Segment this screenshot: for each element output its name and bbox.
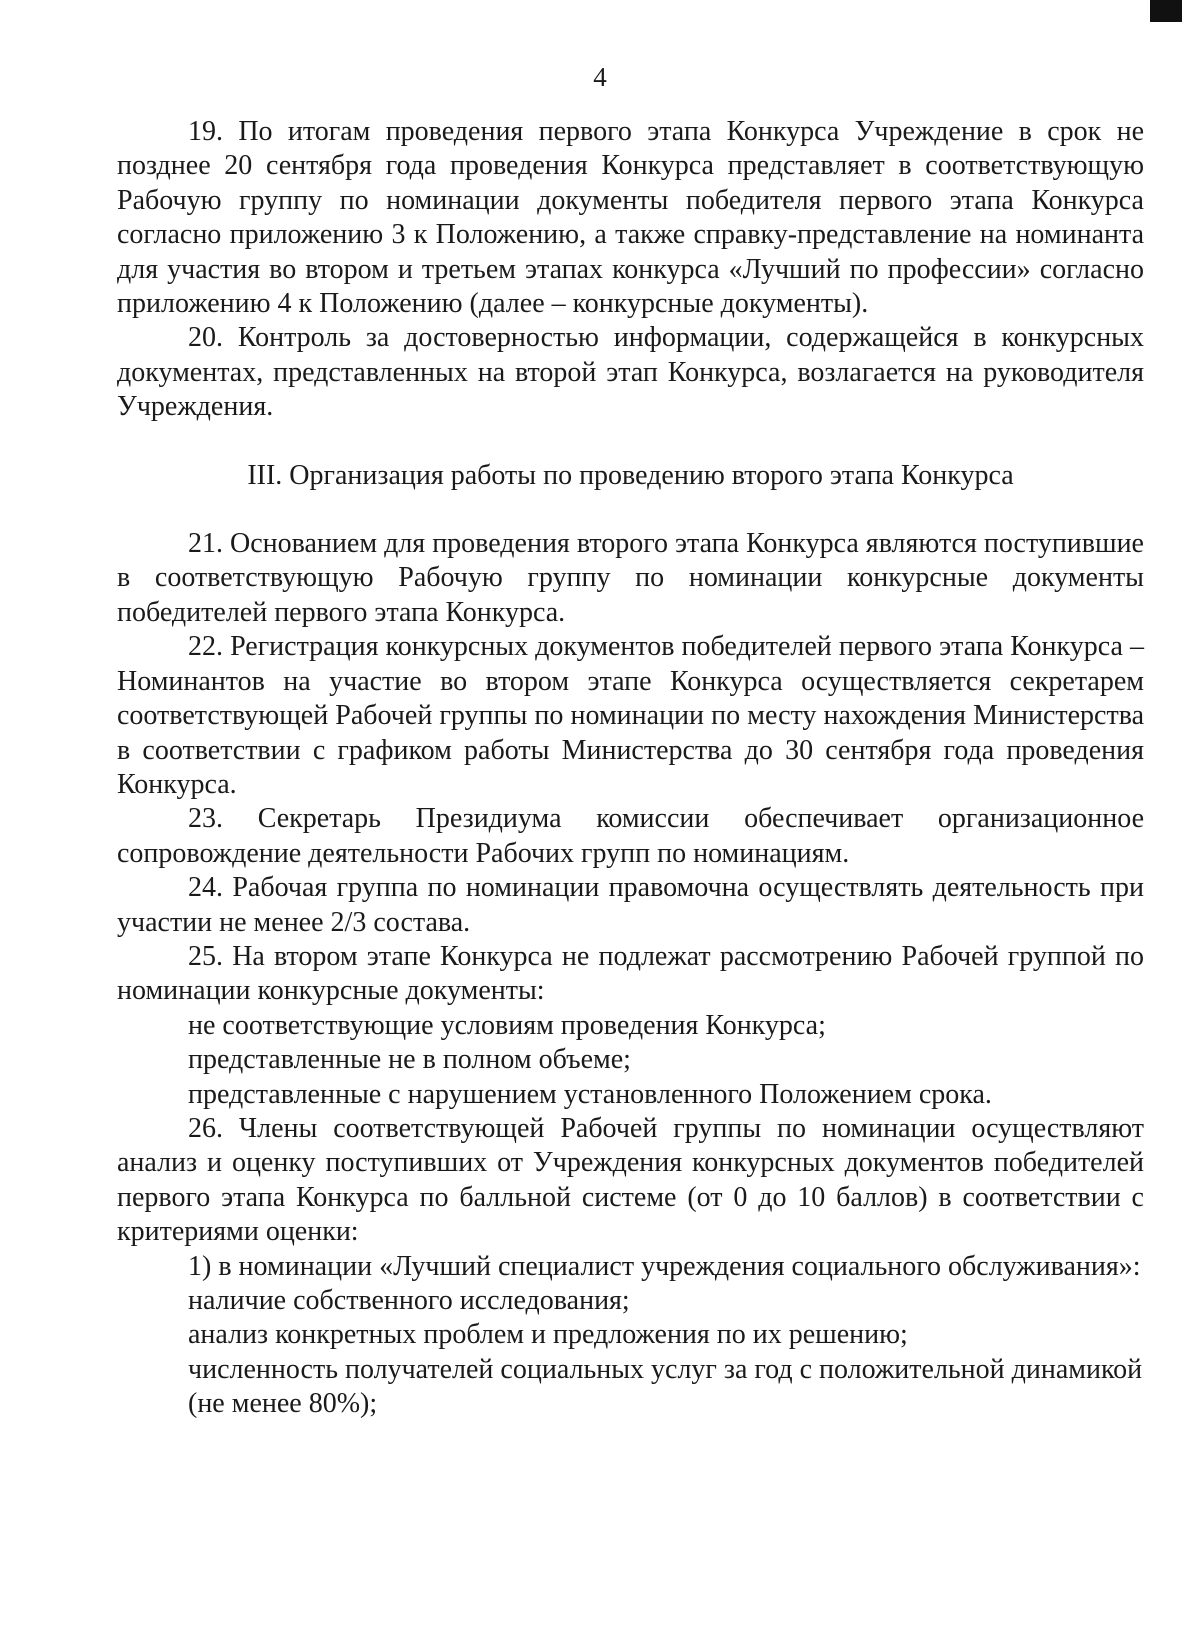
paragraph-26: 26. Члены соответствующей Рабочей группы по номинации осуществляют анализ и оценку поступивших от Учреждения конкурсных документов победителей первого этапа Конкурса по балльной системе (от 0 до 10 баллов) в соответствии с критериями оценки: [117,1112,1144,1248]
paragraph-22: 22. Регистрация конкурсных документов победителей первого этапа Конкурса – Номинантов на участие во втором этапе Конкурса осуществляется секретарем соответствующей Рабочей группы по номинации по месту нахождения Министерства в соответствии с графиком работы Министерства до 30 сентября года проведения Конкурса. [117,631,1144,800]
list-item: анализ конкретных проблем и предложения по их решению; [188,1319,908,1351]
paragraph-20: 20. Контроль за достоверностью информации, содержащейся в конкурсных документах, представленных на второй этап Конкурса, возлагается на руководителя Учреждения. [117,322,1144,423]
paragraph-25: 25. На втором этапе Конкурса не подлежат рассмотрению Рабочей группой по номинации конкурсные документы: [117,940,1144,1007]
list-item: представленные не в полном объеме; [188,1044,631,1076]
scan-corner-mark [1150,0,1182,22]
paragraph-19: 19. По итогам проведения первого этапа Конкурса Учреждение в срок не позднее 20 сентября года проведения Конкурса представляет в соответствующую Рабочую группу по номинации документы победителя первого этапа Конкурса согласно приложению 3 к Положению, а также справку-представление на номинанта для участия во втором и третьем этапах конкурса «Лучший по профессии» согласно приложению 4 к Положению (далее – конкурсные документы). [117,116,1144,320]
list-item: не соответствующие условиям проведения Конкурса; [188,1009,826,1041]
page-number: 4 [593,62,607,92]
document-body [117,115,1144,1422]
section-heading: III. Организация работы по проведению второго этапа Конкурса [247,459,1014,491]
paragraph-23: 23. Секретарь Президиума комиссии обеспечивает организационное сопровождение деятельности Рабочих групп по номинациям. [117,803,1144,869]
paragraph-24: 24. Рабочая группа по номинации правомочна осуществлять деятельность при участии не менее 2/3 состава. [117,872,1144,938]
sub-item-nomination-1: 1) в номинации «Лучший специалист учреждения социального обслуживания»: [188,1250,1141,1282]
list-item: наличие собственного исследования; [188,1285,630,1316]
list-item: представленные с нарушением установленного Положением срока. [188,1078,992,1110]
paragraph-21: 21. Основанием для проведения второго этапа Конкурса являются поступившие в соответствующую Рабочую группу по номинации конкурсные документы победителей первого этапа Конкурса. [117,528,1144,628]
list-item: численность получателей социальных услуг за год с положительной динамикой (не менее 80%); [188,1353,1143,1420]
